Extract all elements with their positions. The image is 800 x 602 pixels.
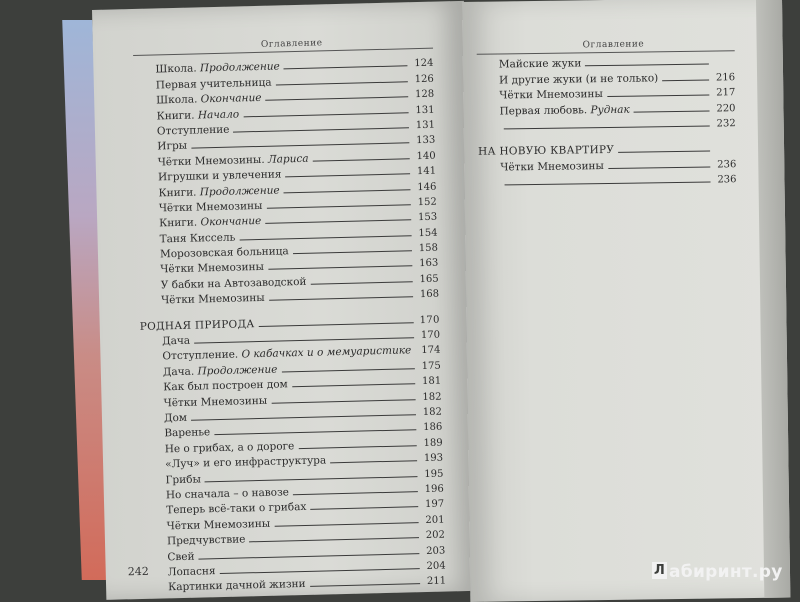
toc-page-number: 141 [414,166,436,178]
toc-leader-line [298,445,416,449]
toc-leader-line [585,64,709,67]
toc-leader-line [310,507,418,511]
toc-page-number: 182 [420,407,442,419]
toc-entry-title: Дом [164,412,191,425]
toc-page-number: 163 [416,258,438,270]
toc-entry-title: Морозовская больница [160,245,293,260]
toc-entry-title: НА НОВУЮ КВАРТИРУ [478,144,618,158]
toc-entry-title: Дача [162,335,194,348]
toc-entry-title: Варенье [164,427,214,440]
toc-page-number: 131 [412,104,434,116]
toc-page-number: 203 [423,545,445,557]
toc-entry-title: Игры [157,140,191,153]
toc-page-number: 220 [713,103,735,114]
toc-entry-title: У бабки на Автозаводской [161,276,311,292]
toc-leader-line [313,158,410,161]
toc-page-number: 146 [414,181,436,193]
toc-entry-title: Лопасня [168,565,220,578]
toc-page-number: 133 [413,135,435,147]
toc-entry-title: Грибы [165,473,205,486]
toc-page-number: 195 [421,468,443,480]
toc-page-number: 201 [422,514,444,526]
running-head: Оглавление [583,39,645,50]
toc-entry-title: Школа. Окончание [156,92,266,107]
toc-page-number: 204 [424,560,446,572]
toc-entry-title: Школа. Продолжение [155,61,284,76]
toc-leader-line [292,383,415,387]
toc-entry-title: Картинки дачной жизни [168,578,310,593]
toc-entry-title: Первая любовь. Руднак [499,103,633,117]
toc-page-number: 175 [419,360,441,372]
toc-entry-title: Предчувствие [167,533,250,547]
toc-entry-title: Чётки Мнемозины. Лариса [158,152,313,168]
running-head: Оглавление [261,38,323,50]
toc-page-number: 140 [414,150,436,162]
toc-entry-title: Чётки Мнемозины [500,160,608,174]
toc-entry-title: «Луч» и его инфраструктура [165,454,330,470]
toc-entry-title: Чётки Мнемозины [161,292,269,307]
toc-entry-title: Отступление. О кабачках и о мемуаристике [162,345,415,363]
toc-page-number: 158 [416,243,438,255]
toc-leader-line [618,151,710,153]
toc-entry-title: Книги. Начало [156,108,243,122]
toc-leader-line [293,250,412,254]
toc-leader-line [607,95,709,97]
toc-page-number: 236 [714,159,736,170]
toc-entry-title: Книги. Продолжение [158,184,283,199]
toc-entry-title: Чётки Мнемозины [163,394,271,409]
toc-entry-title: Чётки Мнемозины [166,517,274,532]
toc-entry-title: РОДНАЯ ПРИРОДА [140,318,259,333]
watermark-logo: Л абиринт.ру [652,562,783,582]
toc-entry-title: Не о грибах, а о дороге [165,440,299,455]
right-page [462,0,790,602]
toc-page-number: 193 [421,453,443,465]
toc-entry [478,170,736,189]
toc-page-number: 182 [419,391,441,403]
toc-entry-title: И другие жуки (и не только) [499,72,662,86]
toc-entry-title: Отступление [157,124,234,138]
toc-entry-title: Дача. Продолжение [163,363,282,378]
toc-entry-title: Игрушки и увлечения [158,168,286,183]
toc-page-number: 196 [422,483,444,495]
toc-page-number: 236 [714,174,736,185]
toc-page-number: 153 [415,212,437,224]
toc-page-number: 170 [418,314,440,326]
toc-entry-title: Чётки Мнемозины [159,200,267,215]
toc-page-number: 202 [423,530,445,542]
toc-page-number: 128 [412,89,434,101]
toc-page-number: 174 [419,345,440,357]
toc-entry-title: Майские жуки [499,58,586,71]
toc-page-number: 217 [713,87,735,98]
toc-list [477,52,737,189]
toc-leader-line [504,126,710,130]
toc-leader-line [285,173,410,177]
toc-page-number: 124 [411,58,433,70]
toc-page-number: 189 [421,437,443,449]
left-page [92,1,478,600]
page-number: 242 [128,565,149,579]
toc-page-number: 152 [415,197,437,209]
toc-page-number: 232 [714,118,736,129]
toc-leader-line [330,460,417,463]
toc-leader-line [269,296,413,301]
toc-page-number: 216 [713,72,735,83]
toc-leader-line [662,79,709,81]
toc-page-number: 170 [418,330,440,342]
toc-leader-line [608,166,710,168]
toc-list [133,54,446,594]
toc-leader-line [505,182,711,186]
toc-page-number: 211 [424,576,446,588]
toc-entry-title: Первая учительница [156,76,276,91]
toc-leader-line [311,281,413,284]
toc-entry-title: Но сначала – о навозе [166,486,293,501]
toc-entry-title: Книги. Окончание [159,215,265,230]
page-edges [756,0,790,598]
toc-page-number: 186 [420,422,442,434]
toc-page-number: 165 [417,273,439,285]
toc-page-number: 126 [412,73,434,85]
toc-leader-line [284,66,408,70]
toc-entry-title: Как был построен дом [163,378,292,393]
toc-entry-title: Чётки Мнемозины [160,261,268,276]
toc-entry-title: Теперь всё-таки о грибах [166,501,310,517]
toc-entry-title: Чётки Мнемозины [499,88,607,102]
toc-page-number: 181 [419,376,441,388]
toc-entry-title: Таня Киссель [159,231,239,245]
toc-leader-line [634,110,710,112]
toc-entry [478,114,736,133]
toc-leader-line [310,583,420,587]
toc-page-number: 197 [422,499,444,511]
toc-page-number: 154 [415,227,437,239]
toc-page-number: 168 [417,289,439,301]
toc-page-number: 131 [413,120,435,132]
toc-entry-title: Свей [167,550,198,563]
